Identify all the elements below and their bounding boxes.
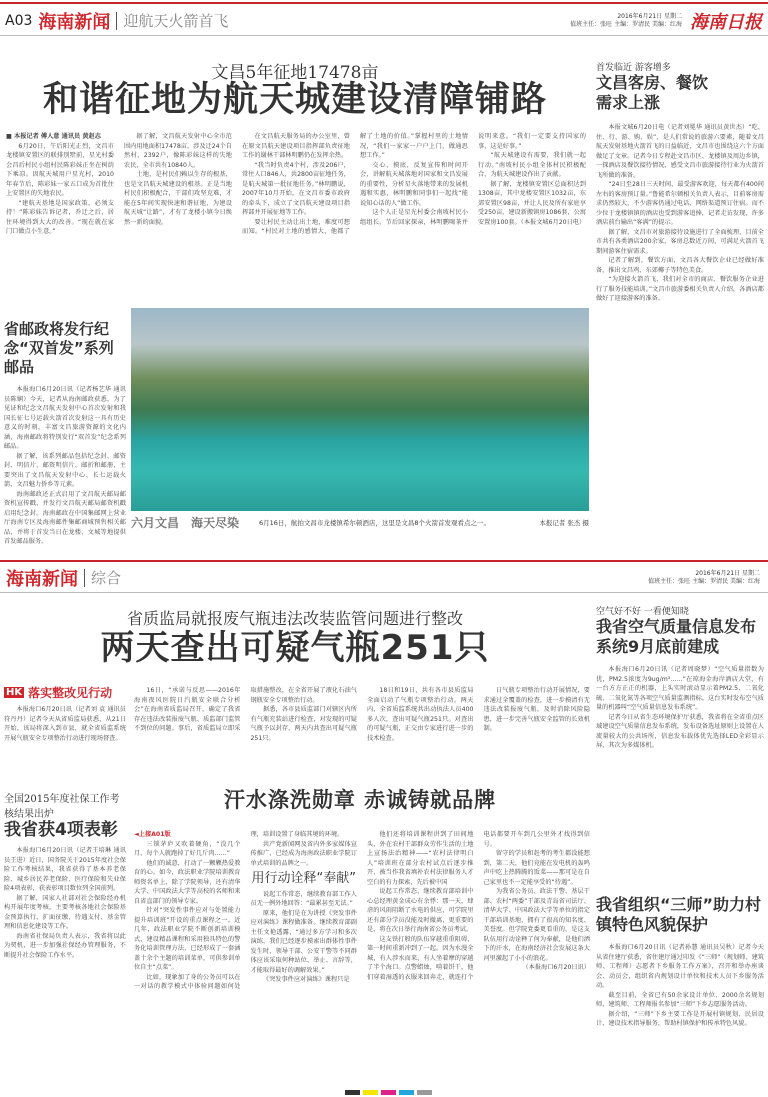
main-article-body	[6, 132, 586, 302]
side-body	[596, 665, 764, 870]
paragraph: 这支铁打般的队伍穿越重重阻碍，第一时间重新冲到了一起。因为水漫全城，有人涉水而来，有人坐着摩的穿越了半个海口。点警蜡烛，啃着饼干，他们穿着湿透的衣服来回奔走，就连打个电话都要开车到几公里外才找得到信号。	[367, 831, 590, 981]
paragraph: 原来，他们是在为讲授《突发事件应对演练》课程做准备。继续教育部副主任文艳透露，“通过多方学习和多次演练，我们已经逐步摸索出群体性事件发生时，领导干部、公安干警等不同群体应该采取何种站位、举止、言辞等，才能取得最好的调解效果。”	[250, 909, 357, 974]
feature-headline: 汗水涤洗勋章 赤诚铸就品牌	[223, 788, 497, 812]
paragraph: 本报海口6月20日讯（记者王培琳 通讯员王进）近日，国务院关于2015年度社会保险工作考核结果，我省获得了基本养老保险、城乡居民养老保险、医疗保险和失业保险4项表彰，获表彰项目数位列全国前列。	[4, 847, 126, 892]
paragraph: 记者今日从省生态环境保护厅获悉，我省将在全省重点区域建设空气质量信息发布系统，发布设备选址原则上设置在人流量较大的公共场所，信息发布载体优先选择LED全彩显示屏，其次为多媒体机。	[596, 713, 764, 749]
side-article-three-masters	[596, 895, 764, 1088]
paragraph: 16日，“承诺与反思——2016年海南夜风医院日汽瓶安全联合分析会”在海南省质监局召开，确定了我省存在违法改装报废气瓶、质监部门监管不到位的问题。事后，省质监局立即采取措施整改，在全省开展了液化石油气钢瓶安全专项整治行动。	[134, 687, 357, 732]
continued-from-link[interactable]: ◄上接A01版	[134, 831, 171, 838]
campaign-label: 落实整改见行动	[28, 686, 113, 700]
print-color-marks	[345, 1090, 432, 1095]
paragraph: 比如，现象加了身的公务员可以在一对话的教学模式中体验问题如何处理，培训设置了身临其境的环境。	[134, 831, 344, 990]
gas-headline: 两天查出可疑气瓶251只	[100, 628, 490, 668]
paragraph: 留守的学员和赶考的考生都没能想到，第二天，他们竟能在发电机的轰鸣声中吃上热腾腾的饭菜——那可是在自己家里也不一定能享受的“待遇”。	[483, 850, 590, 886]
paragraph: 日气瓶专项整治行动开展情况，要求通过全覆盖的检查，进一步摸清有无违法改装报废气瓶，及时消除风险隐患，进一步完善气瓶安全监管的长效机制。	[483, 687, 590, 732]
left-article-stamps	[4, 320, 126, 550]
photo-caption	[131, 514, 589, 531]
side-kicker: 空气好不好 一看便知晓	[596, 607, 689, 617]
paragraph: 本报海口6月20日讯（记者孙慧 通讯员吴秋）记者今天从省住建厅获悉，省住建厅通过印发《“三师”（规划师、建筑师、工程师）志愿者下乡服务工作方案》，召开和举办座谈会、动员会，组织省内规划设计单位和技术人员下乡服务活动。	[596, 944, 764, 989]
left-body	[4, 846, 126, 1086]
side-article-air-quality	[596, 604, 764, 870]
page-meta	[648, 570, 760, 586]
top-rule-bottom	[0, 560, 768, 562]
paragraph: 本报海口6月20日讯（记者周晓梦）“空气质量指数为优，PM2.5浓度为9ug/m³……”在琼海金海岸酒店大堂，有一台方方正正的机器，上头实时滚动显示着PM2.5、二氧化硫、二氧化氮等各项空气质量监测指标。这台实时发布空气质量的机器叫“空气质量信息发布系统”。	[596, 666, 764, 711]
paragraph: 他们还将培训课程讲到了田间地头，外在农村干部群众劳作生活的土地上宣扬法治精神——“农村法律明白人”培训班在部分农村试点后逐步推开，被当作我省填补农村法律服务人才空白的有力探索，先后被中国	[367, 831, 474, 886]
section-title: 海南新闻	[6, 568, 78, 590]
paragraph: 本报海口6月20日讯（记者刘 袁 通讯员符丹丹）记者今天从省质监局获悉，从21日开始，该局将深入到市县，就全省质监系统开展气瓶安全专项整治行动进行现场督查。	[4, 706, 126, 742]
page-number: A03	[5, 12, 33, 29]
color-mark	[345, 1090, 360, 1095]
side-body	[596, 123, 764, 503]
paragraph: 18日和19日，共有各市县质监局全面启动了气瓶专项整治行动。两天内，全省质监系统共出动执法人员400多人次，查出可疑气瓶251只。对查出的可疑气瓶，正交由专家进行进一步的技术检查。	[367, 687, 474, 742]
paragraph: 海南邮政还正式启用了文昌航天邮局邮资机宣传戳，并发行文昌航天邮局邮资机戳启用纪念封。海南邮政在中国集邮网上营业厅海南专区及海南邮件集邮商城预售相关邮品，并将于首发当日在龙楼、文城等地提供首发邮品服务。	[4, 490, 126, 545]
feature-subhead: 用行动诠释“奉献”	[251, 871, 356, 886]
paragraph: 记者了解到，餐饮方面，文昌各大餐饮企业已经做好准备，推出文昌鸡、东郊椰子等特色美食。	[596, 257, 764, 274]
side-body	[596, 943, 764, 1088]
divider	[116, 12, 117, 30]
photo-title: 六月文昌 海天尽染	[131, 516, 240, 530]
paragraph: 据悉，各市县质监部门对辖区内所有气瓶充装站进行检查，对发现的可疑气瓶予以封存，两天内共查出可疑气瓶251只。	[250, 706, 357, 742]
paragraph: “24日至28日三天时间，最受游客欢迎，每天都有400间左右的客房预订量。”鲁能希尔顿相关负责人表示，目前客房需求仍然较大，不少游客仍通过电话、网络渠道预订住宿。而不少位于龙楼镇镇的酒店也受到游客追捧，记者走访发现，许多酒店前台输出“客满”的提示。	[596, 181, 764, 226]
side-headline: 文昌客房、餐饮需求上涨	[596, 73, 709, 112]
paragraph: 这个人正是星光村委会南坡村民小组组长，节后回家探亲，林明鹏喝茶并说明来意。“我们一定要支持国家的事，这是好事。”	[360, 133, 586, 226]
paragraph: 据了解，龙楼镇安置区总面积达到1308亩，其中龙楼安置区1032亩，东郊安置区98亩，并让人民及所有家庭享受250亩，建设新搬镇房1086套，公寓安置房100套。（本报文城6月20日电）	[478, 180, 586, 226]
divider	[84, 569, 85, 587]
editors: 值班主任：张旺 主编：罗清民 美编：红海	[648, 577, 760, 585]
left-kicker: 全国2015年度社保工作考核结果出炉	[4, 794, 120, 820]
side-article-hotels	[596, 60, 764, 503]
newspaper-logo: 海南日报	[690, 11, 762, 33]
color-mark	[417, 1090, 432, 1095]
left-headline: 省邮政将发行纪念“双首发”系列邮品	[4, 320, 114, 376]
paragraph: “为迎接火箭首飞，我们对全市的商店、餐饮服务企业进行了服务技能培训。”文昌市旅游委相关负责人介绍，各酒店都做好了迎接游客的准备。	[596, 276, 764, 302]
gas-kicker: 省质监局就报废气瓶违法改装监管问题进行整改	[126, 609, 463, 628]
paragraph: 说起工作常态，继续教育部培训中心总经理黄金成心有余悸：那一天，肆虐的风雨阻断了水电的供应，可学院里还有部分学员没能及时撤离，更重要的是，将在次日举行海南省公务员考试。	[367, 888, 474, 933]
paragraph: 针对“突发性事件应对与处置能力提升培训班”开设的重点课程之一。近几年，政法职业学院不断创新培训模式，建设精品课程和采用独具特色的警务化培训管理方法，已经形成了一套涵盖十余个主题的培训菜单，可供参训单位自主“点菜”。	[134, 907, 241, 971]
paragraph: 交心、摸底，反复宣传和时间开会，讲解航天城落地对国家和文昌发展的重要性，分析星火落地带来的发展机遇和实惠，林明鹏和同事们一起找“能说知心话的人”做工作。	[360, 161, 468, 207]
paragraph: 据了解，文昌航天发射中心全市范围内用地面积17478亩，涉及迁24个自然村，2392户，像陈彩妹这样的失地农民，全市共有10840人。	[124, 133, 232, 169]
page-meta	[570, 13, 682, 29]
paragraph: 要让村民主动让出土地，难度可想而知。“村民对土地的感情大，他都了解了土地的价值。”掌握村里的土地情况，“我们一家家一户户上门，做通思想工作。”	[242, 133, 468, 235]
left-body	[4, 385, 126, 550]
paragraph: 海南省社保局负责人表示，我省将以此为契机，进一步加强社保经办管理服务，不断提升社会保险工作水平。	[4, 932, 126, 959]
gas-lead	[4, 705, 126, 760]
feature-body	[134, 830, 590, 1085]
paragraph: 三锁茅庐又吹着硬角，“没几个月，每个人就跑掉了好几斤肉……”	[134, 840, 241, 857]
photo-credit: 本报记者 张杰 摄	[539, 519, 589, 527]
paragraph: “航天城建设有需要，我们就一起行动。”南坡村民小组全体村民积极配合，为航天城建设作出了贡献。	[478, 152, 586, 178]
paragraph: 截至目前，全省已有50余家设计单位、2000余名规划师、建筑师、工程师报名参加“三师”下乡志愿服务活动。	[596, 991, 764, 1008]
color-mark	[399, 1090, 414, 1095]
page-header-a03	[0, 6, 768, 36]
paragraph: 他们的诚意，打动了一颗颗热爱教育的心。如今，政法职业学院培训教育师资名单上，除了学院领导，还有清华大学、中国政法大学等高校的名师和来自省直部门的领导专家。	[134, 859, 241, 905]
main-headline: 和谐征地为航天城建设清障铺路	[42, 80, 547, 120]
side-headline: 我省空气质量信息发布系统9月底前建成	[596, 617, 757, 656]
main-kicker: 文昌5年征地17478亩	[211, 63, 379, 83]
side-kicker: 首发临近 游客增多	[596, 63, 671, 73]
date: 2016年6月21日 星期二	[617, 12, 682, 20]
paragraph: 6月20日，午后阳光正烈，文昌市龙楼镇安置区的联排别墅前，星光村委会昌后村民小组村民陈彩妹正坐在树荫下乘凉。因航天城用户星光村，2010年春节后，陈彩妹一家五口成为首批住上安置区的失地农民。	[6, 142, 114, 197]
paragraph: 据了解，该系列邮品包括纪念封、邮资封、明信片、邮资明信片、邮折和邮册，主要突出了文昌航天发射中心、长七运载火箭、文昌魅力侨乡等元素。	[4, 452, 126, 488]
date: 2016年6月21日 星期二	[695, 569, 760, 577]
paragraph: 据介绍，“三师”下乡主要工作是开展村镇规划、民居设计、建设技术指导服务，帮助村镇保护和传承特色风貌。	[596, 1010, 764, 1027]
paragraph: 据了解，国家人社部对社会保险经办机构开展年度考核，主要考核各地社会保险基金预算执行、扩面征缴、待遇支付、基金管理和信息化建设等工作。	[4, 894, 126, 930]
page-header-general	[0, 563, 768, 593]
color-mark	[363, 1090, 378, 1095]
left-article-social-security	[4, 790, 126, 1086]
top-rule	[0, 2, 768, 4]
color-mark	[381, 1090, 396, 1095]
paragraph: 在文昌航天服务局的办公室里，曾在原文昌航天建设项目指挥部负责征地工作的谢林干部林明鹏仍在发挥余热。	[242, 133, 350, 159]
paragraph: “建航天基地是国家政策，必须支持！”陈彩妹告诉记者，乔迁之后，居住环境得到大大的改善。“现在就在家门口做点小生意。”	[6, 199, 114, 235]
paragraph: 《突发事件应对演练》课程只是	[262, 976, 350, 983]
subsection-title: 迎航天火箭首飞	[123, 12, 229, 30]
paragraph: “我当时负责4个村，涉及206户，常住人口846人，共2800亩征地任务，是航天城第一批征地任务。”林明鹏说，2007年10月开始，在文昌市委市政府的牵头下，成立了文昌航天建设项目指挥部并开展征地等工作。	[242, 161, 350, 216]
editors: 值班主任：张旺 主编：罗清民 美编：红海	[570, 20, 682, 28]
paragraph: 为我省公务员、政法干警、基层干部、农村“两委”干部及青岛省司法厅、清华大学、中国政法大学等单位的指定干部培训基地，拥有了很高的知名度、美誉度。但学院党委更看重的，是这支队伍用行动诠释了何为奉献，是他们洒下的汗水，在海南经济社会发展这条大河里激起了小小的浪花。	[483, 888, 590, 962]
side-headline: 我省组织“三师”助力村镇特色风貌保护	[596, 895, 762, 934]
subsection-title: 综合	[91, 569, 122, 587]
paragraph: 说起工作常态，继续教育部工作人员无一例外地回答：“最累甚至无法。”	[250, 890, 357, 907]
section-title: 海南新闻	[38, 11, 111, 33]
left-headline: 我省获4项表彰	[4, 820, 118, 840]
gas-body	[134, 686, 590, 768]
photo-caption-text: 6月16日，航拍文昌市龙楼镇希尔顿酒店，这里是文昌8个火箭首发观看点之一。	[259, 519, 491, 527]
paragraph: 土地，是村民们赖以生存的根基，也是文昌航天城建设的根基。正是当地村民们积极配合，干部们攻坚克难，才能在5年间实现快速和谐征地，为建设航天城“让路”，才有了龙楼小镇今日焕然一新的面貌。	[124, 171, 232, 226]
paragraph: （本报海口6月20日讯）	[522, 964, 590, 971]
campaign-tag	[4, 684, 112, 701]
paragraph: 共产党新闻网及省内外多家媒体宣传推广，已经成为海南政法职业学院订单式培训的品牌之一。	[250, 840, 357, 867]
paragraph: 本报海口6月20日讯（记者杨艺华 通讯员陈娴）今天，记者从海南邮政获悉，为了见证和纪念文昌航天发射中心首次发射和我国长征七号运载火箭首次发射这一具有历史意义的时刻，丰富文昌旅游资源的文化内涵，海南邮政将特别发行“双首发”纪念系列邮品。	[4, 386, 126, 450]
paragraph: 本报文城6月20日电（记者刘冕华 通讯员黄世杰）“吃、住、行、游、购、娱”，是人们常说的旅游六要素，随着文昌航天发射基地火箭首飞的日益临近，文昌市也围绕这六个方面做足了文章。记者今日专程赴文昌市区、龙楼镇及周边乡镇，一探酒店及餐饮接待情况，感受文昌市旅游接待行业为火箭首飞所做的准备。	[596, 124, 764, 179]
aerial-photo-wenchang	[131, 308, 589, 511]
hk-logo: HK	[6, 687, 23, 698]
byline: ■ 本报记者 傅人意 通讯员 黄赵志	[6, 133, 101, 140]
paragraph: 据了解，文昌市对旅游接待设施进行了全面梳理，目前全市共有各类酒店200余家，客房总数近万间，可满足火箭首飞期间游客住宿需求。	[596, 228, 764, 255]
